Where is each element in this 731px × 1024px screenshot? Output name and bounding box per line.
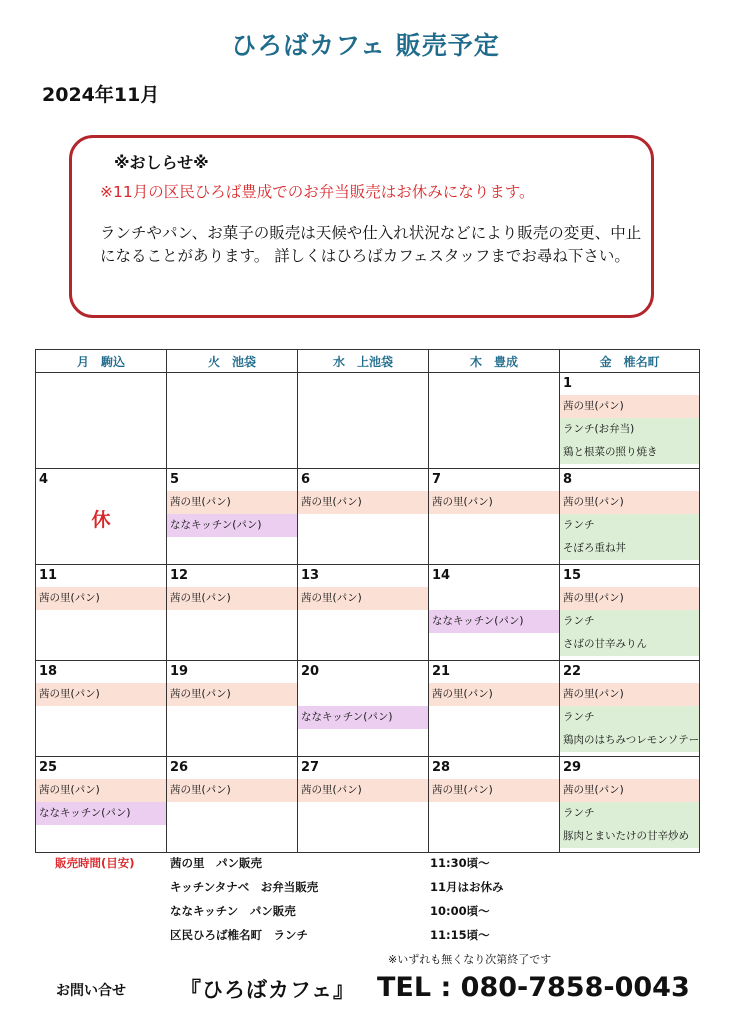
calendar-week-row	[36, 565, 700, 661]
sale-item: 茜の里(パン)	[429, 683, 559, 706]
calendar-day-cell	[429, 565, 560, 661]
sale-item: ななキッチン(パン)	[429, 610, 559, 633]
notice-box	[69, 135, 654, 318]
calendar-day-cell	[298, 757, 429, 853]
sale-item: 豚肉とまいたけの甘辛炒め	[560, 825, 699, 848]
calendar-day-cell	[298, 469, 429, 565]
sale-item: 鶏と根菜の照り焼き	[560, 441, 699, 464]
vendor-name: 茜の里 パン販売	[170, 856, 262, 870]
page-title: ひろばカフェ 販売予定	[231, 31, 500, 60]
day-number	[429, 373, 559, 395]
calendar-day-cell	[167, 469, 298, 565]
sale-item: 鶏肉のはちみつレモンソテー	[560, 729, 699, 752]
calendar-day-cell	[560, 565, 700, 661]
sale-item: 茜の里(パン)	[298, 491, 428, 514]
day-number: 18	[39, 664, 58, 679]
sale-item: 茜の里(パン)	[167, 779, 297, 802]
sale-item: 茜の里(パン)	[560, 395, 699, 418]
calendar-day-cell	[429, 757, 560, 853]
sale-item	[298, 683, 428, 706]
day-number: 21	[432, 664, 451, 679]
calendar-day-cell	[36, 661, 167, 757]
sale-item: ランチ	[560, 610, 699, 633]
day-number: 26	[170, 760, 189, 775]
weekday-header-thu: 木 豊成	[429, 350, 560, 373]
day-number: 19	[170, 664, 189, 679]
cafe-name: 『ひろばカフェ』	[180, 978, 355, 1002]
sale-item: ランチ	[560, 514, 699, 537]
sale-time: 11月はお休み	[430, 880, 504, 894]
sale-item: ななキッチン(パン)	[36, 802, 166, 825]
sale-item: ななキッチン(パン)	[167, 514, 297, 537]
vendor-name: ななキッチン パン販売	[170, 904, 296, 918]
sale-item: そぼろ重ね丼	[560, 537, 699, 560]
calendar-day-cell	[298, 565, 429, 661]
notice-body: ランチやパン、お菓子の販売は天候や仕入れ状況などにより販売の変更、中止になることがあります。 詳しくはひろばカフェスタッフまでお尋ね下さい。	[100, 224, 642, 265]
sale-item: 茜の里(パン)	[429, 491, 559, 514]
day-number: 22	[563, 664, 582, 679]
calendar-day-cell	[36, 469, 167, 565]
calendar-day-cell	[298, 373, 429, 469]
notice-heading: ※おしらせ※	[114, 153, 209, 172]
day-number: 5	[170, 472, 180, 487]
closed-label: 休	[91, 509, 111, 531]
sale-item: さばの甘辛みりん	[560, 633, 699, 656]
day-number: 1	[563, 376, 573, 391]
calendar-day-cell	[560, 661, 700, 757]
day-number: 29	[563, 760, 582, 775]
month-label: 2024年11月	[42, 84, 160, 106]
weekday-header-tue: 火 池袋	[167, 350, 298, 373]
calendar-day-cell	[36, 373, 167, 469]
calendar-day-cell	[560, 373, 700, 469]
sold-out-note: ※いずれも無くなり次第終了です	[388, 953, 552, 966]
calendar-week-row	[36, 469, 700, 565]
day-number: 28	[432, 760, 451, 775]
sale-time: 10:00頃〜	[430, 904, 490, 918]
calendar-day-cell	[429, 661, 560, 757]
calendar-day-cell	[167, 373, 298, 469]
calendar-day-cell	[560, 469, 700, 565]
day-number: 25	[39, 760, 58, 775]
vendor-name: 区民ひろば椎名町 ランチ	[170, 928, 308, 942]
sale-item: 茜の里(パン)	[298, 779, 428, 802]
sale-item: ランチ	[560, 802, 699, 825]
calendar-day-cell	[36, 757, 167, 853]
day-number: 6	[301, 472, 311, 487]
day-number: 13	[301, 568, 320, 583]
calendar-day-cell	[429, 469, 560, 565]
sale-item: 茜の里(パン)	[560, 683, 699, 706]
day-number: 15	[563, 568, 582, 583]
day-number: 12	[170, 568, 189, 583]
sale-item: 茜の里(パン)	[429, 779, 559, 802]
sale-item	[429, 587, 559, 610]
calendar-day-cell	[36, 565, 167, 661]
weekday-header-fri: 金 椎名町	[560, 350, 700, 373]
sale-item: ななキッチン(パン)	[298, 706, 428, 729]
sales-hours-label: 販売時間(目安)	[55, 856, 135, 870]
sale-item: 茜の里(パン)	[560, 779, 699, 802]
day-number: 11	[39, 568, 58, 583]
calendar-day-cell	[167, 661, 298, 757]
calendar-day-cell	[167, 565, 298, 661]
weekday-header-mon: 月 駒込	[36, 350, 167, 373]
calendar-week-row	[36, 373, 700, 469]
sale-item: 茜の里(パン)	[560, 491, 699, 514]
contact-label: お問い合せ	[56, 983, 126, 999]
weekday-header-wed: 水 上池袋	[298, 350, 429, 373]
sale-item: 茜の里(パン)	[167, 491, 297, 514]
notice-alert: ※11月の区民ひろば豊成でのお弁当販売はお休みになります。	[100, 183, 535, 201]
sale-item: 茜の里(パン)	[36, 779, 166, 802]
calendar-table	[35, 349, 700, 853]
calendar-day-cell	[560, 757, 700, 853]
calendar-day-cell	[429, 373, 560, 469]
day-number	[167, 373, 297, 395]
sale-item: 茜の里(パン)	[298, 587, 428, 610]
sale-item: ランチ(お弁当)	[560, 418, 699, 441]
day-number: 20	[301, 664, 320, 679]
day-number: 7	[432, 472, 442, 487]
day-number: 27	[301, 760, 320, 775]
sale-item: 茜の里(パン)	[36, 587, 166, 610]
phone-number: TEL : 080-7858-0043	[377, 972, 690, 1003]
sale-item: 茜の里(パン)	[560, 587, 699, 610]
calendar-week-row	[36, 661, 700, 757]
day-number	[298, 373, 428, 395]
day-number: 4	[39, 472, 49, 487]
sale-item: 茜の里(パン)	[167, 587, 297, 610]
calendar-day-cell	[167, 757, 298, 853]
calendar-week-row	[36, 757, 700, 853]
sale-item: 茜の里(パン)	[36, 683, 166, 706]
sale-time: 11:15頃〜	[430, 928, 490, 942]
calendar-day-cell	[298, 661, 429, 757]
sale-item: 茜の里(パン)	[167, 683, 297, 706]
day-number: 8	[563, 472, 573, 487]
vendor-name: キッチンタナベ お弁当販売	[170, 880, 319, 894]
day-number	[36, 373, 166, 395]
sale-item: ランチ	[560, 706, 699, 729]
sale-time: 11:30頃〜	[430, 856, 490, 870]
day-number: 14	[432, 568, 451, 583]
